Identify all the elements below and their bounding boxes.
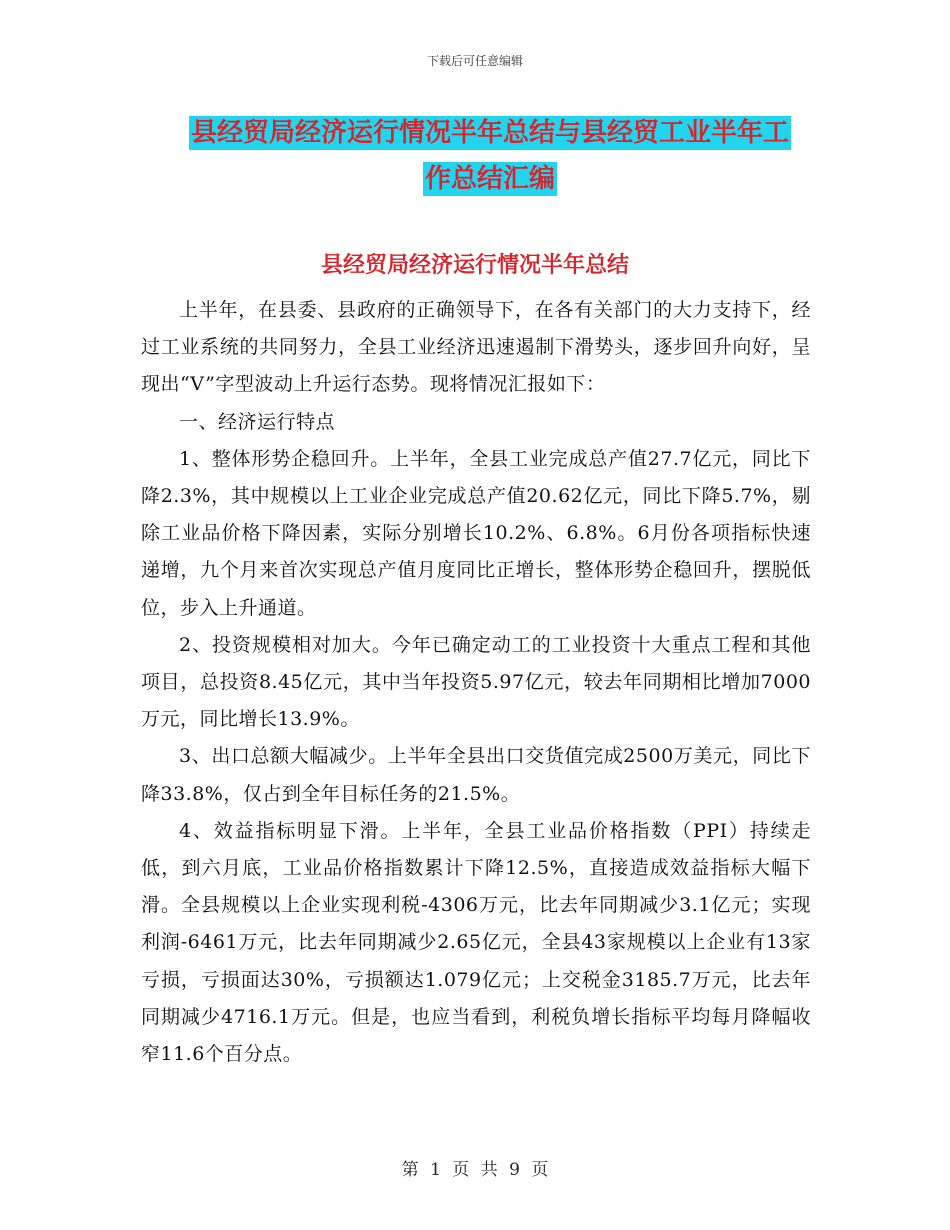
section-heading: 县经贸局经济运行情况半年总结 (320, 253, 629, 278)
page-label: 第 (401, 1160, 419, 1180)
total-label: 共 (480, 1160, 498, 1180)
page-total: 9 (509, 1160, 520, 1180)
total-unit: 页 (531, 1160, 549, 1180)
page-unit: 页 (452, 1160, 470, 1180)
document-title-line-2: 作总结汇编 (424, 164, 555, 194)
page-current: 1 (430, 1160, 441, 1180)
paragraph-intro: 上半年，在县委、县政府的正确领导下，在各有关部门的大力支持下，经过工业系统的共同努力，全县工业经济迅速遏制下滑势头，逐步回升向好，呈现出“V”字型波动上升运行态势。现将情况汇报如下： (141, 299, 811, 396)
header-note: 下载后可任意编辑 (426, 54, 523, 68)
document-title (140, 110, 840, 202)
document-title-line-1: 县经贸局经济运行情况半年总结与县经贸工业半年工 (190, 118, 789, 148)
paragraph-item-3: 3、出口总额大幅减少。上半年全县出口交货值完成2500万美元，同比下降33.8%，仅占到全年目标任务的21.5%。 (141, 745, 811, 805)
paragraph-heading-1: 一、经济运行特点 (179, 410, 336, 433)
paragraph-item-1: 1、整体形势企稳回升。上半年，全县工业完成总产值27.7亿元，同比下降2.3%，其中规模以上工业企业完成总产值20.62亿元，同比下降5.7%，剔除工业品价格下降因素，实际分别增长10.2%、6.8%。6月份各项指标快速递增，九个月来首次实现总产值月度同比正增长，整体形势企稳回升，摆脱低位，步入上升通道。 (141, 447, 811, 619)
paragraph-item-2: 2、投资规模相对加大。今年已确定动工的工业投资十大重点工程和其他项目，总投资8.45亿元，其中当年投资5.97亿元，较去年同期相比增加7000万元，同比增长13.9%。 (141, 633, 811, 731)
body-text (141, 292, 811, 1073)
page-footer (0, 1155, 950, 1180)
paragraph-item-4: 4、效益指标明显下滑。上半年，全县工业品价格指数（PPI）持续走低，到六月底，工业品价格指数累计下降12.5%，直接造成效益指标大幅下滑。全县规模以上企业实现利税-4306万元，比去年同期减少3.1亿元；实现利润-6461万元，比去年同期减少2.65亿元，全县43家规模以上企业有13家亏损，亏损面达30%，亏损额达1.079亿元；上交税金3185.7万元，比去年同期减少4716.1万元。但是，也应当看到，利税负增长指标平均每月降幅收窄11.6个百分点。 (141, 819, 811, 1066)
